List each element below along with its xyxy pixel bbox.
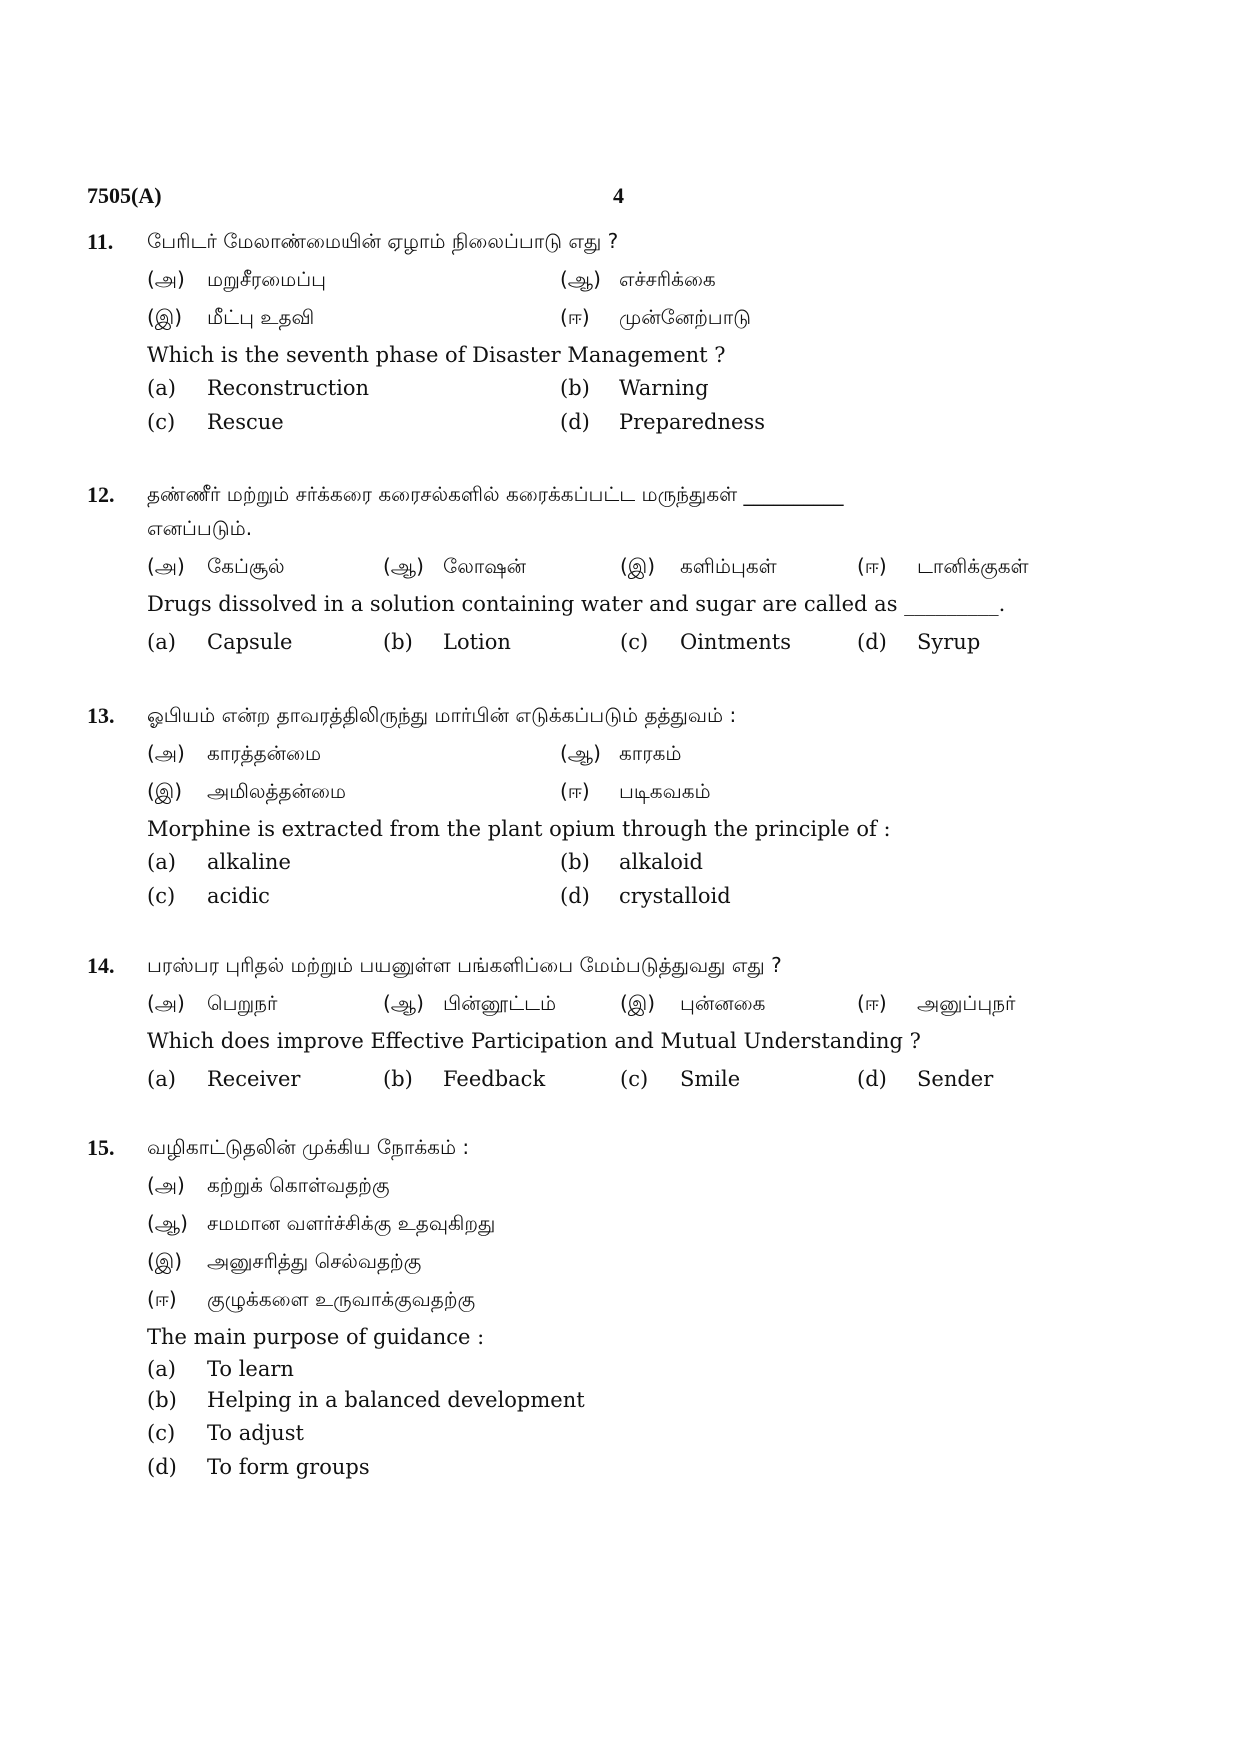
option-text: மறுசீரமைப்பு (207, 267, 327, 291)
option-label: (ஈ) (857, 554, 887, 578)
option-text: அனுசரித்து செல்வதற்கு (207, 1249, 422, 1273)
option-text: Warning (619, 376, 709, 400)
option-label: (ஆ) (560, 741, 601, 765)
option-text: கற்றுக் கொள்வதற்கு (207, 1173, 390, 1197)
option-label: (அ) (147, 741, 185, 765)
option-label: (b) (147, 1388, 177, 1412)
option-text: கேப்சூல் (207, 554, 285, 578)
option-label: (ஆ) (560, 267, 601, 291)
option-label: (ஈ) (857, 991, 887, 1015)
option-label: (c) (147, 884, 176, 908)
option-text: Syrup (917, 630, 981, 654)
question-number: 15. (87, 1135, 115, 1160)
option-text: அமிலத்தன்மை (207, 779, 346, 803)
option-label: (ஆ) (383, 554, 424, 578)
question-number: 14. (87, 953, 115, 978)
question-text-tamil: தண்ணீர் மற்றும் சர்க்கரை கரைசல்களில் கரைக்கப்பட்ட மருந்துகள் __________ (147, 482, 844, 506)
option-text: டானிக்குகள் (917, 554, 1029, 578)
question-text-tamil: பரஸ்பர புரிதல் மற்றும் பயனுள்ள பங்களிப்பை மேம்படுத்துவது எது ? (147, 953, 782, 977)
option-text: பின்னூட்டம் (443, 991, 557, 1015)
option-label: (c) (147, 1421, 176, 1445)
option-text: crystalloid (619, 884, 731, 908)
question-text-tamil: பேரிடர் மேலாண்மையின் ஏழாம் நிலைப்பாடு எது ? (147, 229, 619, 253)
option-text: Ointments (680, 630, 791, 654)
paper-code: 7505(A) (87, 183, 162, 208)
option-text: காரகம் (619, 741, 682, 765)
page-number: 4 (613, 183, 624, 208)
option-label: (a) (147, 1357, 176, 1381)
option-label: (b) (383, 630, 413, 654)
question-text-english: Which does improve Effective Participation and Mutual Understanding ? (147, 1029, 921, 1053)
option-text: புன்னகை (680, 991, 766, 1015)
option-label: (இ) (620, 991, 656, 1015)
option-label: (b) (383, 1067, 413, 1091)
option-text: களிம்புகள் (680, 554, 777, 578)
question-text-english: Which is the seventh phase of Disaster Management ? (147, 343, 726, 367)
option-text: Rescue (207, 410, 284, 434)
question-text-english: Morphine is extracted from the plant opium through the principle of : (147, 817, 891, 841)
option-text: Helping in a balanced development (207, 1388, 585, 1412)
option-label: (b) (560, 376, 590, 400)
option-text: alkaloid (619, 850, 703, 874)
option-text: முன்னேற்பாடு (619, 305, 751, 329)
option-label: (அ) (147, 991, 185, 1015)
option-text: மீட்பு உதவி (207, 305, 315, 329)
option-label: (இ) (147, 1249, 183, 1273)
option-label: (ஈ) (560, 779, 590, 803)
option-text: To learn (207, 1357, 294, 1381)
option-label: (a) (147, 376, 176, 400)
option-text: Receiver (207, 1067, 301, 1091)
option-text: Feedback (443, 1067, 546, 1091)
option-label: (b) (560, 850, 590, 874)
option-label: (இ) (147, 779, 183, 803)
question-number: 13. (87, 703, 115, 728)
option-text: அனுப்புநர் (917, 991, 1016, 1015)
option-text: பெறுநர் (207, 991, 278, 1015)
option-label: (அ) (147, 267, 185, 291)
option-text: To adjust (207, 1421, 304, 1445)
option-text: Capsule (207, 630, 293, 654)
option-text: காரத்தன்மை (207, 741, 322, 765)
option-text: படிகவகம் (619, 779, 711, 803)
option-text: லோஷன் (443, 554, 527, 578)
question-text-tamil: ஓபியம் என்ற தாவரத்திலிருந்து மார்பின் எடுக்கப்படும் தத்துவம் : (147, 703, 737, 727)
option-text: Smile (680, 1067, 741, 1091)
option-label: (a) (147, 630, 176, 654)
option-text: Sender (917, 1067, 994, 1091)
option-label: (d) (147, 1455, 177, 1479)
option-label: (d) (857, 1067, 887, 1091)
option-label: (d) (857, 630, 887, 654)
option-label: (ஈ) (147, 1287, 177, 1311)
question-text-english: The main purpose of guidance : (147, 1325, 485, 1349)
option-text: சமமான வளர்ச்சிக்கு உதவுகிறது (207, 1211, 496, 1235)
option-label: (a) (147, 1067, 176, 1091)
question-text-english: Drugs dissolved in a solution containing water and sugar are called as _________. (147, 592, 1006, 616)
option-label: (ஆ) (147, 1211, 188, 1235)
option-label: (d) (560, 410, 590, 434)
option-text: acidic (207, 884, 270, 908)
option-label: (இ) (620, 554, 656, 578)
option-label: (ஆ) (383, 991, 424, 1015)
question-text-tamil: வழிகாட்டுதலின் முக்கிய நோக்கம் : (147, 1135, 470, 1159)
question-text-tamil-continued: எனப்படும். (147, 516, 253, 540)
option-label: (ஈ) (560, 305, 590, 329)
option-label: (அ) (147, 554, 185, 578)
option-label: (அ) (147, 1173, 185, 1197)
option-text: Reconstruction (207, 376, 370, 400)
option-label: (c) (620, 1067, 649, 1091)
option-label: (இ) (147, 305, 183, 329)
option-text: alkaline (207, 850, 291, 874)
option-text: குழுக்களை உருவாக்குவதற்கு (207, 1287, 476, 1311)
option-text: To form groups (207, 1455, 370, 1479)
question-number: 12. (87, 482, 115, 507)
option-label: (c) (620, 630, 649, 654)
question-number: 11. (87, 229, 114, 254)
option-label: (c) (147, 410, 176, 434)
option-text: எச்சரிக்கை (619, 267, 716, 291)
option-label: (a) (147, 850, 176, 874)
option-label: (d) (560, 884, 590, 908)
option-text: Preparedness (619, 410, 765, 434)
option-text: Lotion (443, 630, 511, 654)
